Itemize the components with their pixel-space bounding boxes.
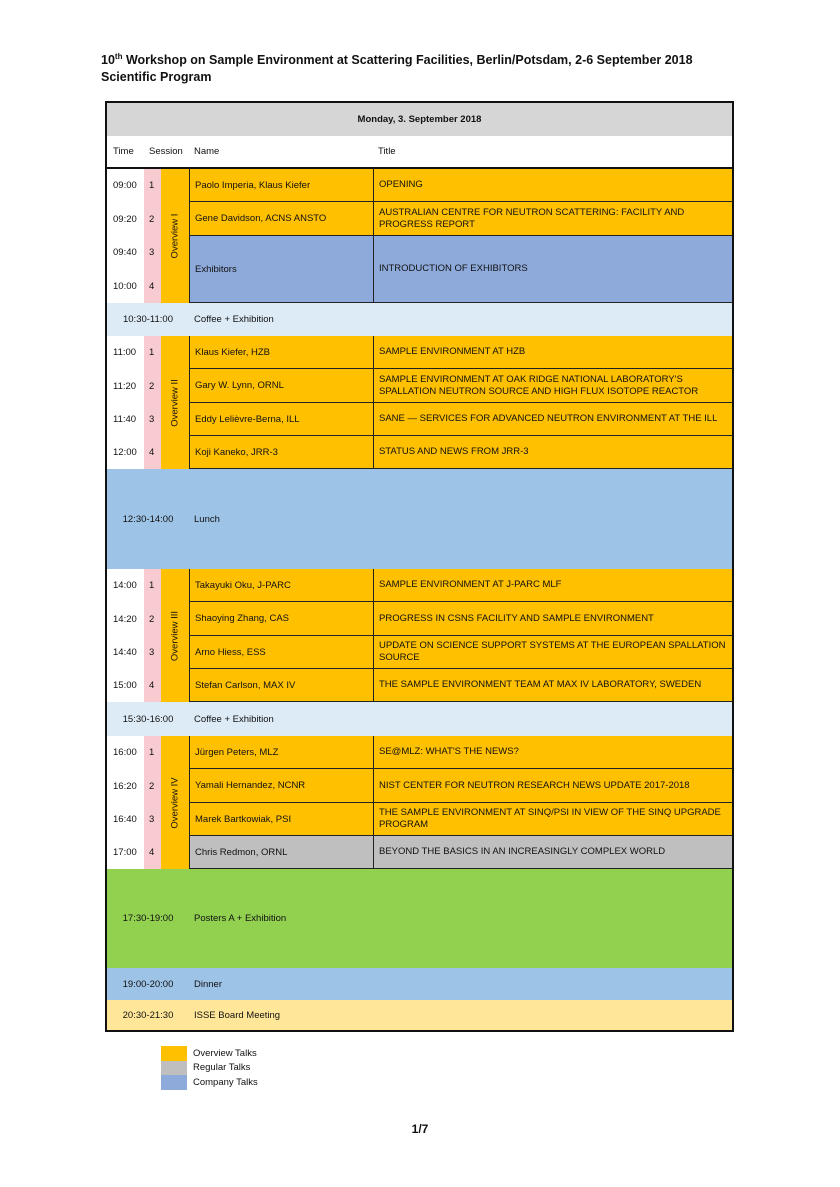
talk-row <box>107 369 732 403</box>
session-label: Overview III <box>169 610 181 661</box>
talk-speaker: Takayuki Oku, J-PARC <box>189 569 373 602</box>
break-row-board-meeting <box>107 1000 732 1030</box>
talk-number: 4 <box>144 269 161 303</box>
break-label: Coffee + Exhibition <box>194 713 274 725</box>
talk-row <box>107 436 732 469</box>
talk-time: 12:00 <box>107 436 144 469</box>
column-header-time: Time <box>113 146 134 157</box>
break-label: Lunch <box>194 513 220 525</box>
talk-speaker: Gary W. Lynn, ORNL <box>189 369 373 403</box>
legend-item-regular <box>161 1061 258 1076</box>
talk-time: 17:00 <box>107 836 144 869</box>
talk-title: SAMPLE ENVIRONMENT AT J-PARC MLF <box>373 569 732 602</box>
talk-number: 2 <box>144 369 161 403</box>
break-time: 20:30-21:30 <box>122 1009 174 1021</box>
talk-time: 14:40 <box>107 636 144 669</box>
talk-number: 1 <box>144 569 161 602</box>
session-label: Overview IV <box>169 776 181 829</box>
session-label: Overview II <box>169 378 181 427</box>
break-label: Dinner <box>194 978 222 990</box>
talk-time: 10:00 <box>107 269 144 303</box>
talk-speaker: Jürgen Peters, MLZ <box>189 736 373 769</box>
talk-speaker: Exhibitors <box>189 236 373 303</box>
day-header <box>107 103 732 136</box>
break-label: Posters A + Exhibition <box>194 913 287 924</box>
talk-speaker: Eddy Lelièvre-Berna, ILL <box>189 403 373 436</box>
talk-number: 2 <box>144 602 161 636</box>
talk-title: SAMPLE ENVIRONMENT AT OAK RIDGE NATIONAL LABORATORY'S SPALLATION NEUTRON SOURCE AND HIGH FLUX ISOTOPE REACTOR <box>373 369 732 403</box>
talk-number: 1 <box>144 736 161 769</box>
talk-speaker: Yamali Hernandez, NCNR <box>189 769 373 803</box>
talk-speaker: Stefan Carlson, MAX IV <box>189 669 373 702</box>
talk-time: 14:20 <box>107 602 144 636</box>
column-header-title: Title <box>378 146 396 157</box>
legend-swatch-company <box>161 1075 187 1090</box>
talk-time: 15:00 <box>107 669 144 702</box>
talk-title: OPENING <box>373 169 732 202</box>
break-label: ISSE Board Meeting <box>194 1009 281 1021</box>
title-rest: Workshop on Sample Environment at Scattering Facilities, Berlin/Potsdam, 2-6 September 2018 <box>122 53 693 67</box>
talk-title: SE@MLZ: WHAT'S THE NEWS? <box>373 736 732 769</box>
break-row-lunch <box>107 469 732 569</box>
page-number: 1/7 <box>411 1122 429 1136</box>
talk-number: 3 <box>144 236 161 269</box>
talk-row <box>107 169 732 202</box>
legend-swatch-overview <box>161 1046 187 1061</box>
document-title <box>101 52 693 86</box>
talk-time: 09:20 <box>107 202 144 236</box>
talk-row <box>107 403 732 436</box>
talk-title: AUSTRALIAN CENTRE FOR NEUTRON SCATTERING: FACILITY AND PROGRESS REPORT <box>373 202 732 236</box>
legend-item-company <box>161 1075 258 1090</box>
day-label: Monday, 3. September 2018 <box>357 114 482 125</box>
talk-row <box>107 803 732 836</box>
talk-title: THE SAMPLE ENVIRONMENT TEAM AT MAX IV LABORATORY, SWEDEN <box>373 669 732 702</box>
talk-title: SANE — SERVICES FOR ADVANCED NEUTRON ENVIRONMENT AT THE ILL <box>373 403 732 436</box>
document-title-line <box>101 52 693 69</box>
break-row-dinner <box>107 968 732 1000</box>
talk-time: 11:20 <box>107 369 144 403</box>
talk-time: 11:40 <box>107 403 144 436</box>
legend-swatch-regular <box>161 1061 187 1076</box>
talk-time: 09:40 <box>107 236 144 269</box>
talk-number: 2 <box>144 202 161 236</box>
legend-label: Regular Talks <box>193 1062 251 1074</box>
talk-row <box>107 569 732 602</box>
talk-row <box>107 336 732 369</box>
talk-time: 16:00 <box>107 736 144 769</box>
talk-row <box>107 636 732 669</box>
break-time: 19:00-20:00 <box>122 978 174 990</box>
talk-number: 1 <box>144 336 161 369</box>
talk-time: 11:00 <box>107 336 144 369</box>
talk-number: 2 <box>144 769 161 803</box>
break-time: 10:30-11:00 <box>122 314 173 325</box>
talk-speaker: Klaus Kiefer, HZB <box>189 336 373 369</box>
talk-number: 4 <box>144 436 161 469</box>
column-header-session: Session <box>149 146 183 157</box>
break-row-posters <box>107 869 732 968</box>
talk-speaker: Koji Kaneko, JRR-3 <box>189 436 373 469</box>
talk-row <box>107 202 732 236</box>
talk-title: PROGRESS IN CSNS FACILITY AND SAMPLE ENVIRONMENT <box>373 602 732 636</box>
talk-title: UPDATE ON SCIENCE SUPPORT SYSTEMS AT THE EUROPEAN SPALLATION SOURCE <box>373 636 732 669</box>
break-label: Coffee + Exhibition <box>194 314 274 325</box>
break-time: 12:30-14:00 <box>122 513 174 525</box>
talk-time: 14:00 <box>107 569 144 602</box>
talk-row <box>107 769 732 803</box>
document-subtitle: Scientific Program <box>101 70 212 84</box>
talk-time: 16:40 <box>107 803 144 836</box>
talk-speaker: Chris Redmon, ORNL <box>189 836 373 869</box>
talk-number: 4 <box>144 669 161 702</box>
talk-row <box>107 836 732 869</box>
program-table <box>105 101 734 1032</box>
talk-number: 4 <box>144 836 161 869</box>
legend-label: Overview Talks <box>193 1047 257 1059</box>
legend <box>161 1046 258 1090</box>
talk-row <box>107 736 732 769</box>
talk-row <box>107 602 732 636</box>
talk-speaker: Shaoying Zhang, CAS <box>189 602 373 636</box>
break-row-coffee <box>107 702 732 736</box>
talk-title: BEYOND THE BASICS IN AN INCREASINGLY COMPLEX WORLD <box>373 836 732 869</box>
legend-label: Company Talks <box>193 1076 258 1088</box>
column-header-name: Name <box>194 146 220 157</box>
talk-time: 09:00 <box>107 169 144 202</box>
break-time: 15:30-16:00 <box>122 713 174 725</box>
talk-number: 3 <box>144 803 161 836</box>
talk-title: NIST CENTER FOR NEUTRON RESEARCH NEWS UPDATE 2017-2018 <box>373 769 732 803</box>
break-time: 17:30-19:00 <box>122 913 174 924</box>
column-header-row <box>107 136 732 169</box>
talk-speaker: Arno Hiess, ESS <box>189 636 373 669</box>
talk-title: INTRODUCTION OF EXHIBITORS <box>373 236 732 303</box>
session-label: Overview I <box>169 213 181 259</box>
title-superscript: th <box>114 51 123 61</box>
talk-title: SAMPLE ENVIRONMENT AT HZB <box>373 336 732 369</box>
talk-speaker: Marek Bartkowiak, PSI <box>189 803 373 836</box>
talk-row <box>107 669 732 702</box>
talk-row-exhibitors <box>107 236 732 303</box>
title-prefix: 10 <box>101 53 115 67</box>
talk-number: 1 <box>144 169 161 202</box>
legend-item-overview <box>161 1046 258 1061</box>
talk-title: THE SAMPLE ENVIRONMENT AT SINQ/PSI IN VIEW OF THE SINQ UPGRADE PROGRAM <box>373 803 732 836</box>
talk-number: 3 <box>144 403 161 436</box>
talk-speaker: Gene Davidson, ACNS ANSTO <box>189 202 373 236</box>
talk-title: STATUS AND NEWS FROM JRR-3 <box>373 436 732 469</box>
break-row-coffee <box>107 303 732 336</box>
talk-time: 16:20 <box>107 769 144 803</box>
talk-number: 3 <box>144 636 161 669</box>
talk-speaker: Paolo Imperia, Klaus Kiefer <box>189 169 373 202</box>
